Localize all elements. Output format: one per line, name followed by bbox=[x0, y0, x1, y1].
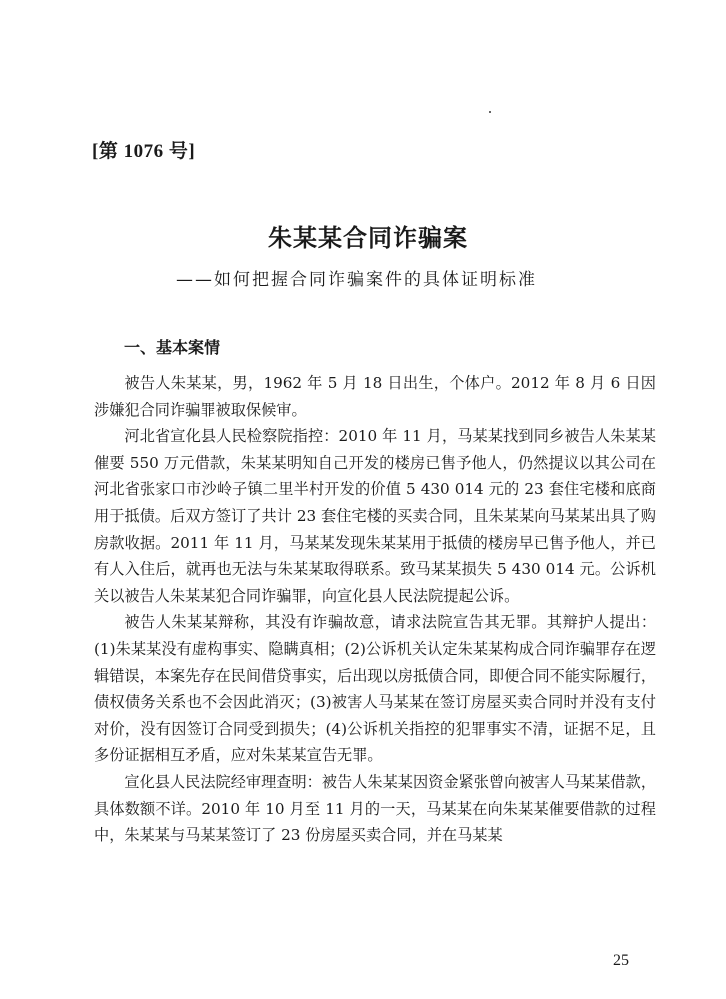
document-subtitle: ——如何把握合同诈骗案件的具体证明标准 bbox=[176, 270, 537, 290]
paragraph: 河北省宣化县人民检察院指控：2010 年 11 月，马某某找到同乡被告人朱某某催要 550 万元借款，朱某某明知自己开发的楼房已售予他人，仍然提议以其公司在河北省张家口市沙岭子镇二里半村开发的价值 5 430 014 元的 23 套住宅楼和底商用于抵债。后双方签订了共计 23 套住宅楼的买卖合同，且朱某某向马某某出具了购房款收据。2011 年 11 月，马某某发现朱某某用于抵债的楼房早已售予他人，并已有人入住后，就再也无法与朱某某取得联系。致马某某损失 5 430 014 元。公诉机关以被告人朱某某犯合同诈骗罪，向宣化县人民法院提起公诉。 bbox=[94, 427, 656, 605]
scan-speck bbox=[489, 111, 491, 113]
paragraph: 被告人朱某某，男，1962 年 5 月 18 日出生，个体户。2012 年 8 月 6 日因涉嫌犯合同诈骗罪被取保候审。 bbox=[94, 374, 656, 419]
paragraph: 被告人朱某某辩称，其没有诈骗故意，请求法院宣告其无罪。其辩护人提出：(1)朱某某没有虚构事实、隐瞒真相；(2)公诉机关认定朱某某构成合同诈骗罪存在逻辑错误，本案先存在民间借贷事实，后出现以房抵债合同，即便合同不能实际履行，债权债务关系也不会因此消灭；(3)被害人马某某在签订房屋买卖合同时并没有支付对价，没有因签订合同受到损失；(4)公诉机关指控的犯罪事实不清，证据不足，且多份证据相互矛盾，应对朱某某宣告无罪。 bbox=[94, 613, 656, 765]
paragraph: 宣化县人民法院经审理查明：被告人朱某某因资金紧张曾向被害人马某某借款，具体数额不详。2010 年 10 月至 11 月的一天，马某某在向朱某某催要借款的过程中，朱某某与马某某签订了 23 份房屋买卖合同，并在马某某 bbox=[94, 772, 656, 845]
page-number: 25 bbox=[613, 952, 629, 969]
body-text bbox=[94, 370, 656, 849]
document-title: 朱某某合同诈骗案 bbox=[268, 223, 468, 252]
case-number: [第 1076 号] bbox=[92, 141, 196, 162]
section-heading: 一、基本案情 bbox=[124, 338, 221, 357]
